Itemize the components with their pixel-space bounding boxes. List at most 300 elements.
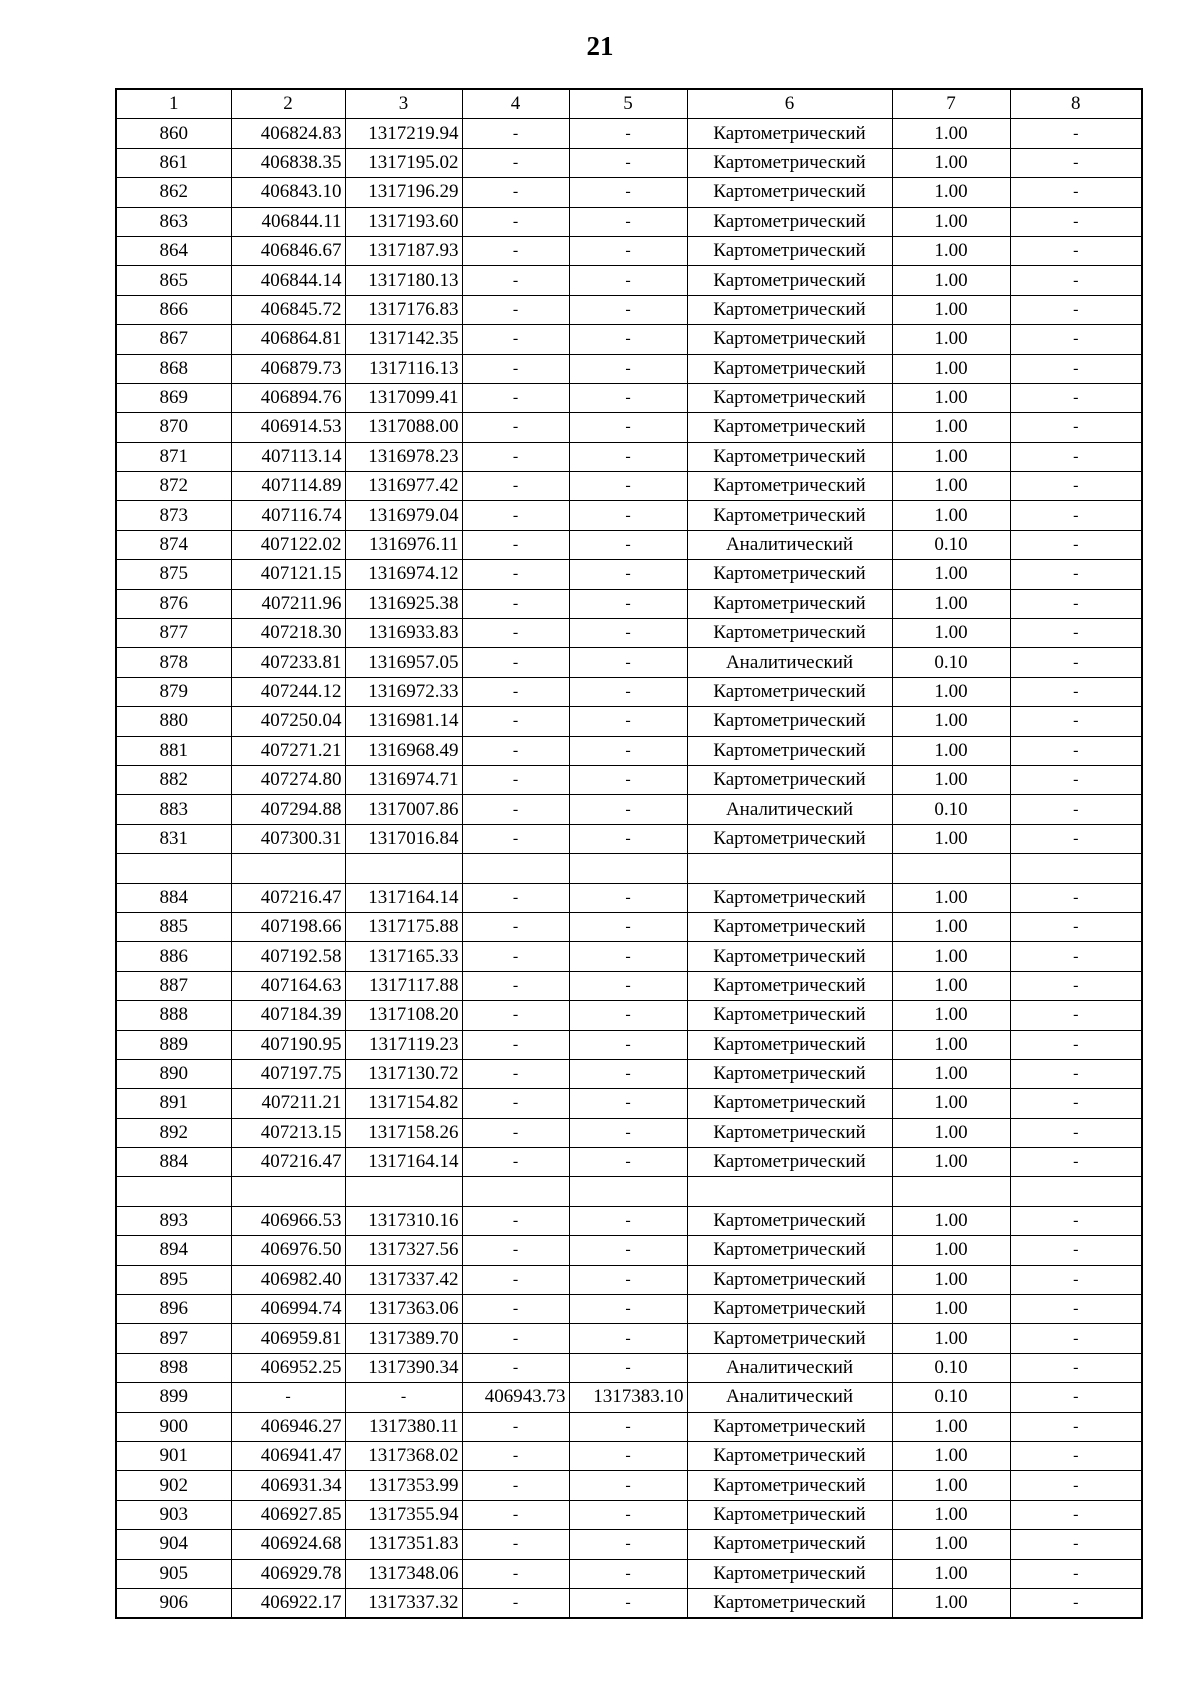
table-cell: -: [1010, 1559, 1142, 1588]
table-cell: -: [569, 1265, 687, 1294]
table-cell: -: [569, 1206, 687, 1235]
table-cell: 1316974.71: [345, 765, 462, 794]
table-cell: [892, 854, 1010, 883]
column-header-4: 4: [462, 89, 569, 119]
table-cell: 1.00: [892, 1030, 1010, 1059]
table-cell: 1316981.14: [345, 707, 462, 736]
table-cell: -: [462, 1559, 569, 1588]
table-cell: -: [569, 1559, 687, 1588]
table-cell: 406929.78: [231, 1559, 345, 1588]
coordinates-table: [115, 88, 1143, 1619]
table-cell: 407122.02: [231, 530, 345, 559]
table-cell: -: [462, 912, 569, 941]
table-cell: -: [462, 1236, 569, 1265]
table-cell: -: [1010, 736, 1142, 765]
table-cell: 869: [116, 383, 231, 412]
table-cell: 1316933.83: [345, 619, 462, 648]
table-cell: 1317007.86: [345, 795, 462, 824]
table-cell: Картометрический: [687, 1441, 892, 1470]
table-cell: 864: [116, 236, 231, 265]
table-cell: 1.00: [892, 1089, 1010, 1118]
column-header-8: 8: [1010, 89, 1142, 119]
table-cell: 406845.72: [231, 295, 345, 324]
table-cell: -: [569, 501, 687, 530]
table-cell: -: [1010, 1001, 1142, 1030]
table-cell: 1317193.60: [345, 207, 462, 236]
table-cell: Картометрический: [687, 236, 892, 265]
table-cell: 898: [116, 1353, 231, 1382]
table-cell: -: [462, 677, 569, 706]
table-cell: Картометрический: [687, 207, 892, 236]
table-cell: 407198.66: [231, 912, 345, 941]
table-row: [116, 1206, 1142, 1235]
table-cell: 895: [116, 1265, 231, 1294]
table-cell: -: [1010, 1500, 1142, 1529]
table-cell: -: [569, 472, 687, 501]
table-cell: 1317108.20: [345, 1001, 462, 1030]
table-row: [116, 971, 1142, 1000]
table-cell: 1317119.23: [345, 1030, 462, 1059]
table-cell: -: [1010, 501, 1142, 530]
table-row: [116, 795, 1142, 824]
table-cell: -: [569, 207, 687, 236]
table-cell: [116, 854, 231, 883]
table-cell: Аналитический: [687, 530, 892, 559]
table-row: [116, 1030, 1142, 1059]
table-row: [116, 1148, 1142, 1177]
table-cell: 1.00: [892, 1500, 1010, 1529]
table-cell: Картометрический: [687, 883, 892, 912]
table-cell: Аналитический: [687, 1353, 892, 1382]
table-cell: 1317180.13: [345, 266, 462, 295]
table-cell: 1.00: [892, 325, 1010, 354]
table-cell: -: [1010, 560, 1142, 589]
table-cell: -: [1010, 942, 1142, 971]
table-cell: 407250.04: [231, 707, 345, 736]
table-cell: -: [1010, 295, 1142, 324]
table-cell: -: [569, 1001, 687, 1030]
table-cell: -: [569, 707, 687, 736]
table-cell: [892, 1177, 1010, 1206]
table-cell: 406931.34: [231, 1471, 345, 1500]
table-cell: 889: [116, 1030, 231, 1059]
table-cell: Картометрический: [687, 1530, 892, 1559]
table-cell: 1317353.99: [345, 1471, 462, 1500]
table-cell: [687, 854, 892, 883]
table-cell: -: [462, 824, 569, 853]
table-cell: -: [1010, 589, 1142, 618]
table-cell: 878: [116, 648, 231, 677]
page-number: 21: [586, 31, 614, 61]
table-cell: -: [462, 619, 569, 648]
table-cell: Картометрический: [687, 1588, 892, 1618]
table-cell: 1317348.06: [345, 1559, 462, 1588]
table-cell: 905: [116, 1559, 231, 1588]
table-cell: -: [1010, 266, 1142, 295]
table-cell: -: [569, 1118, 687, 1147]
table-cell: Картометрический: [687, 354, 892, 383]
column-header-7: 7: [892, 89, 1010, 119]
table-cell: Картометрический: [687, 1118, 892, 1147]
table-cell: 891: [116, 1089, 231, 1118]
table-cell: [462, 854, 569, 883]
table-cell: -: [462, 148, 569, 177]
table-cell: -: [569, 148, 687, 177]
table-cell: 1.00: [892, 912, 1010, 941]
table-cell: -: [462, 1001, 569, 1030]
table-cell: 406927.85: [231, 1500, 345, 1529]
table-cell: [1010, 1177, 1142, 1206]
table-row: [116, 1559, 1142, 1588]
table-cell: -: [1010, 1383, 1142, 1412]
table-cell: 880: [116, 707, 231, 736]
table-cell: 1.00: [892, 207, 1010, 236]
table-cell: -: [462, 1148, 569, 1177]
table-cell: 407271.21: [231, 736, 345, 765]
table-cell: -: [569, 560, 687, 589]
table-cell: 1317142.35: [345, 325, 462, 354]
table-cell: -: [462, 589, 569, 618]
table-cell: 904: [116, 1530, 231, 1559]
table-cell: 1317154.82: [345, 1089, 462, 1118]
table-cell: -: [569, 824, 687, 853]
table-cell: -: [1010, 119, 1142, 148]
table-cell: 1.00: [892, 1265, 1010, 1294]
table-cell: 1317088.00: [345, 413, 462, 442]
table-cell: -: [569, 1412, 687, 1441]
table-cell: -: [569, 736, 687, 765]
table-cell: -: [462, 1353, 569, 1382]
table-cell: 897: [116, 1324, 231, 1353]
table-cell: -: [462, 383, 569, 412]
table-cell: 1.00: [892, 119, 1010, 148]
table-cell: 1317165.33: [345, 942, 462, 971]
table-cell: 1.00: [892, 472, 1010, 501]
table-cell: -: [569, 912, 687, 941]
table-cell: 1.00: [892, 589, 1010, 618]
table-cell: 406843.10: [231, 178, 345, 207]
table-cell: Картометрический: [687, 1265, 892, 1294]
table-cell: -: [1010, 1148, 1142, 1177]
table-cell: 879: [116, 677, 231, 706]
table-cell: 1316978.23: [345, 442, 462, 471]
table-cell: 1.00: [892, 1001, 1010, 1030]
table-cell: [569, 854, 687, 883]
table-cell: 1316957.05: [345, 648, 462, 677]
table-cell: 1.00: [892, 619, 1010, 648]
table-cell: -: [462, 1265, 569, 1294]
table-cell: 1316974.12: [345, 560, 462, 589]
table-cell: [569, 1177, 687, 1206]
table-cell: Картометрический: [687, 325, 892, 354]
table-cell: 1317337.32: [345, 1588, 462, 1618]
table-cell: -: [569, 971, 687, 1000]
table-cell: 407274.80: [231, 765, 345, 794]
table-cell: 883: [116, 795, 231, 824]
table-cell: 1.00: [892, 942, 1010, 971]
table-cell: 1317196.29: [345, 178, 462, 207]
table-cell: -: [1010, 677, 1142, 706]
table-cell: 886: [116, 942, 231, 971]
table-cell: Картометрический: [687, 266, 892, 295]
table-cell: 407216.47: [231, 1148, 345, 1177]
table-cell: 874: [116, 530, 231, 559]
table-row: [116, 1236, 1142, 1265]
table-cell: 1317187.93: [345, 236, 462, 265]
table-cell: 1317130.72: [345, 1059, 462, 1088]
table-cell: -: [462, 1530, 569, 1559]
column-header-6: 6: [687, 89, 892, 119]
table-cell: Картометрический: [687, 148, 892, 177]
table-row: [116, 207, 1142, 236]
table-cell: 890: [116, 1059, 231, 1088]
table-cell: 1.00: [892, 1412, 1010, 1441]
table-cell: -: [462, 1059, 569, 1088]
table-cell: -: [462, 1588, 569, 1618]
table-cell: 1.00: [892, 824, 1010, 853]
table-cell: 1.00: [892, 413, 1010, 442]
table-cell: 407300.31: [231, 824, 345, 853]
table-cell: Аналитический: [687, 648, 892, 677]
table-cell: -: [569, 795, 687, 824]
table-cell: -: [462, 1206, 569, 1235]
table-cell: 406959.81: [231, 1324, 345, 1353]
table-cell: 1317175.88: [345, 912, 462, 941]
table-cell: Картометрический: [687, 619, 892, 648]
table-cell: 1.00: [892, 677, 1010, 706]
table-cell: 407190.95: [231, 1030, 345, 1059]
table-cell: 406838.35: [231, 148, 345, 177]
table-cell: 872: [116, 472, 231, 501]
table-cell: -: [1010, 1236, 1142, 1265]
table-cell: 888: [116, 1001, 231, 1030]
table-cell: 407121.15: [231, 560, 345, 589]
table-row: [116, 883, 1142, 912]
table-cell: Картометрический: [687, 971, 892, 1000]
table-cell: -: [462, 530, 569, 559]
table-row: [116, 178, 1142, 207]
table-body: [116, 119, 1142, 1618]
table-cell: -: [569, 178, 687, 207]
table-cell: 407116.74: [231, 501, 345, 530]
table-row: [116, 824, 1142, 853]
table-cell: -: [462, 1441, 569, 1470]
table-cell: 875: [116, 560, 231, 589]
table-cell: 406844.14: [231, 266, 345, 295]
table-cell: 892: [116, 1118, 231, 1147]
table-cell: 903: [116, 1500, 231, 1529]
table-cell: 1.00: [892, 1206, 1010, 1235]
table-cell: -: [1010, 1471, 1142, 1500]
table-cell: 1.00: [892, 1530, 1010, 1559]
table-cell: 1317116.13: [345, 354, 462, 383]
table-cell: 1.00: [892, 266, 1010, 295]
table-cell: 407113.14: [231, 442, 345, 471]
table-cell: -: [462, 707, 569, 736]
table-row: [116, 501, 1142, 530]
column-header-2: 2: [231, 89, 345, 119]
table-cell: -: [1010, 1089, 1142, 1118]
table-cell: 1317164.14: [345, 1148, 462, 1177]
table-cell: -: [462, 795, 569, 824]
table-cell: -: [1010, 765, 1142, 794]
table-cell: 407164.63: [231, 971, 345, 1000]
table-cell: -: [1010, 1412, 1142, 1441]
table-cell: Картометрический: [687, 178, 892, 207]
table-cell: [116, 1177, 231, 1206]
table-row: [116, 295, 1142, 324]
table-cell: 1316925.38: [345, 589, 462, 618]
table-row: [116, 1118, 1142, 1147]
table-cell: Картометрический: [687, 560, 892, 589]
table-row: [116, 648, 1142, 677]
table-row: [116, 1059, 1142, 1088]
table-cell: -: [1010, 795, 1142, 824]
table-cell: -: [345, 1383, 462, 1412]
table-cell: -: [462, 266, 569, 295]
table-cell: -: [1010, 912, 1142, 941]
table-cell: 1316977.42: [345, 472, 462, 501]
table-row: [116, 1441, 1142, 1470]
table-cell: -: [569, 1324, 687, 1353]
table-cell: Аналитический: [687, 1383, 892, 1412]
table-cell: Картометрический: [687, 589, 892, 618]
table-cell: 1316979.04: [345, 501, 462, 530]
table-row: [116, 1588, 1142, 1618]
table-cell: 1.00: [892, 1236, 1010, 1265]
table-cell: -: [462, 1324, 569, 1353]
table-cell: 1317164.14: [345, 883, 462, 912]
table-cell: 1317389.70: [345, 1324, 462, 1353]
table-row: [116, 677, 1142, 706]
table-cell: 862: [116, 178, 231, 207]
table-cell: -: [462, 1089, 569, 1118]
table-cell: 1317099.41: [345, 383, 462, 412]
table-cell: Картометрический: [687, 1559, 892, 1588]
table-cell: 1.00: [892, 383, 1010, 412]
table-cell: -: [569, 1588, 687, 1618]
table-cell: 877: [116, 619, 231, 648]
table-cell: Картометрический: [687, 1500, 892, 1529]
table-cell: 1316972.33: [345, 677, 462, 706]
table-cell: Картометрический: [687, 677, 892, 706]
table-cell: -: [1010, 383, 1142, 412]
table-cell: -: [1010, 1353, 1142, 1382]
table-cell: -: [569, 1530, 687, 1559]
table-cell: 0.10: [892, 1353, 1010, 1382]
table-cell: 1.00: [892, 1118, 1010, 1147]
table-cell: 407294.88: [231, 795, 345, 824]
table-cell: 406846.67: [231, 236, 345, 265]
table-cell: 871: [116, 442, 231, 471]
table-cell: -: [569, 589, 687, 618]
table-cell: -: [462, 648, 569, 677]
table-cell: -: [462, 178, 569, 207]
table-cell: Картометрический: [687, 1059, 892, 1088]
table-cell: Картометрический: [687, 1148, 892, 1177]
table-cell: 407197.75: [231, 1059, 345, 1088]
table-row: [116, 325, 1142, 354]
table-row: [116, 413, 1142, 442]
table-cell: -: [1010, 1265, 1142, 1294]
table-cell: -: [569, 413, 687, 442]
table-cell: -: [569, 119, 687, 148]
table-cell: -: [569, 530, 687, 559]
table-cell: -: [1010, 648, 1142, 677]
table-cell: Картометрический: [687, 501, 892, 530]
table-cell: -: [1010, 178, 1142, 207]
table-cell: -: [462, 765, 569, 794]
table-row: [116, 736, 1142, 765]
table-cell: 1317219.94: [345, 119, 462, 148]
table-cell: -: [1010, 1324, 1142, 1353]
table-row: [116, 236, 1142, 265]
table-cell: -: [569, 383, 687, 412]
table-row: [116, 707, 1142, 736]
table-row: [116, 148, 1142, 177]
table-cell: 406922.17: [231, 1588, 345, 1618]
table-cell: 406966.53: [231, 1206, 345, 1235]
table-cell: -: [1010, 472, 1142, 501]
table-cell: 406879.73: [231, 354, 345, 383]
table-row: [116, 383, 1142, 412]
table-row: [116, 765, 1142, 794]
table-row: [116, 560, 1142, 589]
table-cell: 900: [116, 1412, 231, 1441]
table-cell: -: [1010, 413, 1142, 442]
table-cell: -: [1010, 207, 1142, 236]
table-cell: Картометрический: [687, 707, 892, 736]
table-cell: Картометрический: [687, 442, 892, 471]
table-cell: 406941.47: [231, 1441, 345, 1470]
table-cell: -: [1010, 824, 1142, 853]
table-cell: 1.00: [892, 1324, 1010, 1353]
table-cell: 867: [116, 325, 231, 354]
table-cell: 1.00: [892, 295, 1010, 324]
table-cell: [462, 1177, 569, 1206]
table-cell: Картометрический: [687, 1236, 892, 1265]
table-cell: 406994.74: [231, 1295, 345, 1324]
table-cell: 407211.96: [231, 589, 345, 618]
table-cell: 407216.47: [231, 883, 345, 912]
table-row: [116, 1089, 1142, 1118]
column-header-1: 1: [116, 89, 231, 119]
table-cell: -: [462, 354, 569, 383]
table-cell: Картометрический: [687, 119, 892, 148]
table-cell: 887: [116, 971, 231, 1000]
table-cell: [1010, 854, 1142, 883]
table-cell: -: [1010, 442, 1142, 471]
table-cell: 1.00: [892, 442, 1010, 471]
table-cell: 1.00: [892, 971, 1010, 1000]
table-cell: -: [1010, 707, 1142, 736]
table-cell: -: [1010, 1530, 1142, 1559]
table-cell: -: [569, 354, 687, 383]
table-cell: -: [569, 1441, 687, 1470]
table-row: [116, 1265, 1142, 1294]
table-cell: Картометрический: [687, 736, 892, 765]
table-cell: 1317368.02: [345, 1441, 462, 1470]
table-cell: 407213.15: [231, 1118, 345, 1147]
table-cell: -: [1010, 325, 1142, 354]
table-cell: 863: [116, 207, 231, 236]
table-cell: 0.10: [892, 530, 1010, 559]
table-cell: Картометрический: [687, 1471, 892, 1500]
table-cell: 1.00: [892, 707, 1010, 736]
table-cell: Картометрический: [687, 1089, 892, 1118]
table-cell: -: [462, 119, 569, 148]
table-cell: -: [1010, 1118, 1142, 1147]
